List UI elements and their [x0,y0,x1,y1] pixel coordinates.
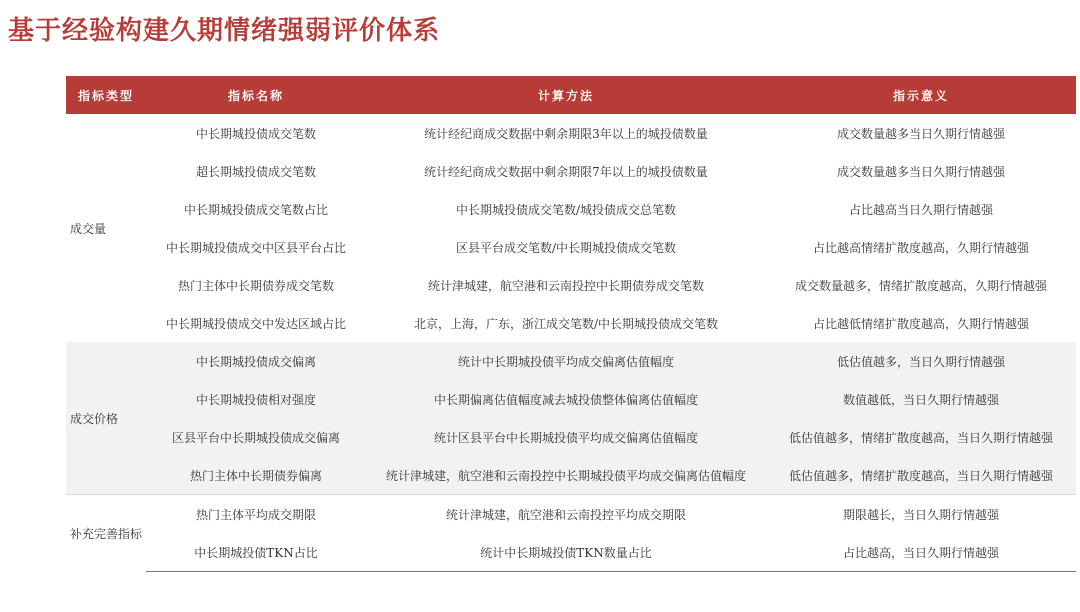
method-cell: 统计区县平台中长期城投债平均成交偏离估值幅度 [366,418,766,456]
method-cell: 统计中长期城投债平均成交偏离估值幅度 [366,342,766,380]
table-row [66,380,1076,418]
indicator-name-cell: 区县平台中长期城投债成交偏离 [146,418,366,456]
page-title: 基于经验构建久期情绪强弱评价体系 [8,16,441,46]
method-cell: 区县平台成交笔数/中长期城投债成交笔数 [455,240,677,255]
indicator-name-cell: 热门主体平均成交期限 [146,495,366,534]
meaning-cell: 占比越高当日久期行情越强 [848,202,993,217]
indicator-name-cell: 中长期城投债相对强度 [146,380,366,418]
header-indicator-name: 指标名称 [146,76,366,114]
method-cell: 统计经纪商成交数据中剩余期限3年以上的城投债数量 [424,126,708,141]
method-cell: 统计津城建，航空港和云南投控平均成交期限 [366,495,766,534]
indicator-name-cell: 热门主体中长期债券成交笔数 [177,278,334,293]
meaning-cell: 成交数量越多当日久期行情越强 [836,126,1005,141]
group-type-cell: 成交量 [70,221,107,236]
method-cell: 中长期城投债成交笔数/城投债成交总笔数 [455,202,677,217]
indicator-name-cell: 超长期城投债成交笔数 [195,164,316,179]
header-indicator-type: 指标类型 [66,76,146,114]
indicator-name-cell: 中长期城投债成交中区县平台占比 [165,240,346,255]
meaning-cell: 占比越高情绪扩散度越高，久期行情越强 [812,240,1029,255]
table-row [66,533,1076,572]
method-cell: 统计津城建，航空港和云南投控中长期城投债平均成交偏离估值幅度 [366,456,766,495]
indicator-name-cell: 中长期城投债成交笔数占比 [183,202,328,217]
meaning-cell: 期限越长，当日久期行情越强 [766,495,1076,534]
meaning-cell: 低估值越多，情绪扩散度越高，当日久期行情越强 [766,418,1076,456]
table-row [66,190,1076,228]
table-row [66,418,1076,456]
indicator-name-cell: 中长期城投债TKN占比 [146,533,366,572]
indicator-table [66,76,1076,572]
group-type-cell: 补充完善指标 [66,495,146,572]
table-row [66,114,1076,152]
indicator-name-cell: 中长期城投债成交偏离 [146,342,366,380]
meaning-cell: 低估值越多，情绪扩散度越高，当日久期行情越强 [766,456,1076,495]
method-cell: 中长期偏离估值幅度减去城投债整体偏离估值幅度 [366,380,766,418]
table-header-row [66,76,1076,114]
header-calculation-method: 计算方法 [366,76,766,114]
indicator-name-cell: 中长期城投债成交中发达区域占比 [165,316,346,331]
table-row [66,304,1076,342]
method-cell: 统计中长期城投债TKN数量占比 [366,533,766,572]
indicator-name-cell: 热门主体中长期债券偏离 [146,456,366,495]
table-row [66,228,1076,266]
header-meaning: 指示意义 [766,76,1076,114]
method-cell: 北京，上海，广东，浙江成交笔数/中长期城投债成交笔数 [413,316,719,331]
method-cell: 统计津城建，航空港和云南投控中长期债券成交笔数 [427,278,704,293]
meaning-cell: 成交数量越多当日久期行情越强 [836,164,1005,179]
meaning-cell: 低估值越多，当日久期行情越强 [766,342,1076,380]
group-type-cell: 成交价格 [66,342,146,495]
meaning-cell: 占比越高，当日久期行情越强 [766,533,1076,572]
meaning-cell: 占比越低情绪扩散度越高，久期行情越强 [812,316,1029,331]
meaning-cell: 成交数量越多，情绪扩散度越高，久期行情越强 [794,278,1047,293]
indicator-name-cell: 中长期城投债成交笔数 [195,126,316,141]
table-row [66,342,1076,380]
table-row [66,266,1076,304]
method-cell: 统计经纪商成交数据中剩余期限7年以上的城投债数量 [424,164,708,179]
table-row [66,495,1076,534]
table-row [66,456,1076,495]
meaning-cell: 数值越低，当日久期行情越强 [766,380,1076,418]
table-row [66,152,1076,190]
